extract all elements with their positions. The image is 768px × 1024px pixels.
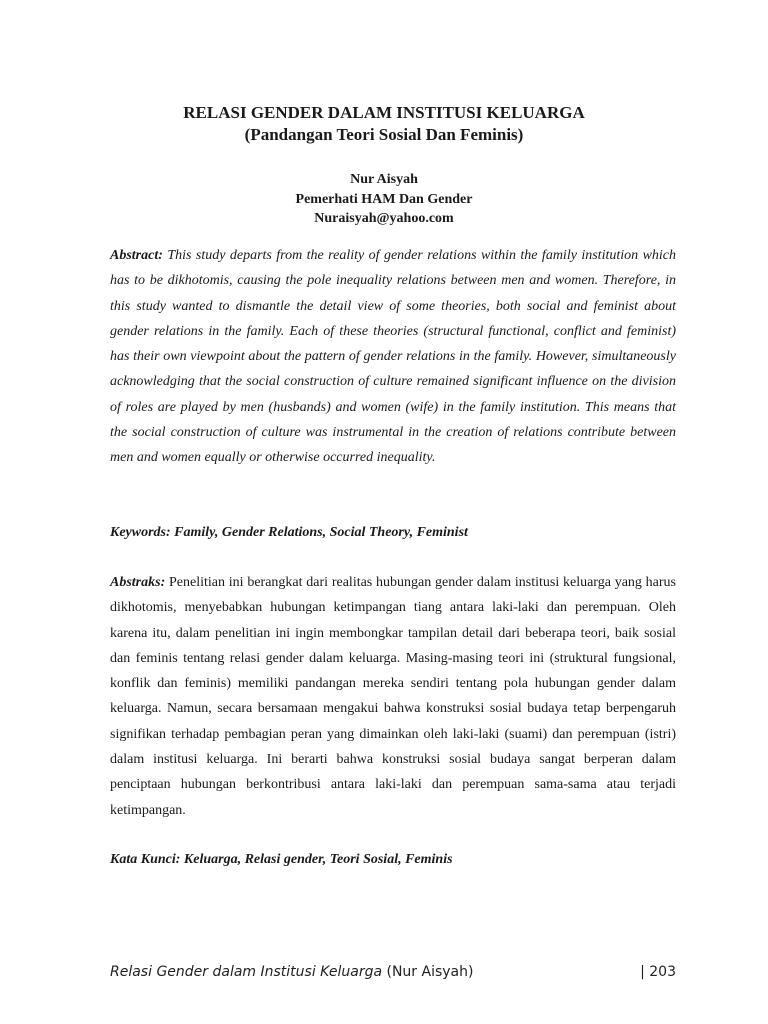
abstract-english [110,243,676,471]
author-email: Nuraisyah@yahoo.com [314,211,454,226]
abstract-indonesian-text: Penelitian ini berangkat dari realitas hubungan gender dalam institusi keluarga yang harus dikhotomis, menyebabkan hubungan ketimpangan tiang antara laki-laki dan perempuan. Oleh karena itu, dalam penelitian ini ingin membongkar tampilan detail dari beberapa teori, baik sosial dan feminis tentang relasi gender dalam keluarga. Masing-masing teori ini (struktural fungsional, konflik dan feminis) memiliki pandangan mereka sendiri tentang pola hubungan gender dalam keluarga. Namun, secara bersamaan mengakui bahwa konstruksi sosial budaya tetap berpengaruh signifikan terhadap pembagian peran yang dimainkan oleh laki-laki (suami) dan perempuan (istri) dalam institusi keluarga. Ini berarti bahwa konstruksi sosial budaya sangat berperan dalam penciptaan hubungan berkontribusi antara laki-laki dan perempuan sama-sama atau terjadi ketimpangan. [110,575,677,818]
footer-author: (Nur Aisyah) [382,964,474,980]
abstract-indonesian-label: Abstraks: [110,575,166,590]
abstract-english-text: This study departs from the reality of gender relations within the family institution which has to be dikhotomis, causing the pole inequality relations between men and women. Therefore, in this study wanted to dismantle the detail view of some theories, both social and feminist about gender relations in the family. Each of these theories (structural functional, conflict and feminist) has their own viewpoint about the pattern of gender relations in the family. However, simultaneously acknowledging that the social construction of culture remained significant influence on the division of roles are played by men (husbands) and women (wife) in the family institution. This means that the social construction of culture was instrumental in the creation of relations contribute between men and women equally or otherwise occurred inequality. [110,248,677,466]
paper-subtitle: (Pandangan Teori Sosial Dan Feminis) [244,125,524,144]
keywords-indonesian: Kata Kunci: Keluarga, Relasi gender, Teori Sosial, Feminis [110,852,453,867]
page-footer [110,962,676,982]
paper-title: RELASI GENDER DALAM INSTITUSI KELUARGA [183,103,585,122]
abstract-indonesian [110,570,676,823]
footer-page-number: | 203 [640,964,676,980]
author-name: Nur Aisyah [350,172,418,187]
footer-running-title: Relasi Gender dalam Institusi Keluarga [110,964,383,980]
author-affiliation: Pemerhati HAM Dan Gender [295,192,473,207]
abstract-english-label: Abstract: [110,248,163,263]
keywords-english: Keywords: Family, Gender Relations, Social Theory, Feminist [110,525,468,540]
